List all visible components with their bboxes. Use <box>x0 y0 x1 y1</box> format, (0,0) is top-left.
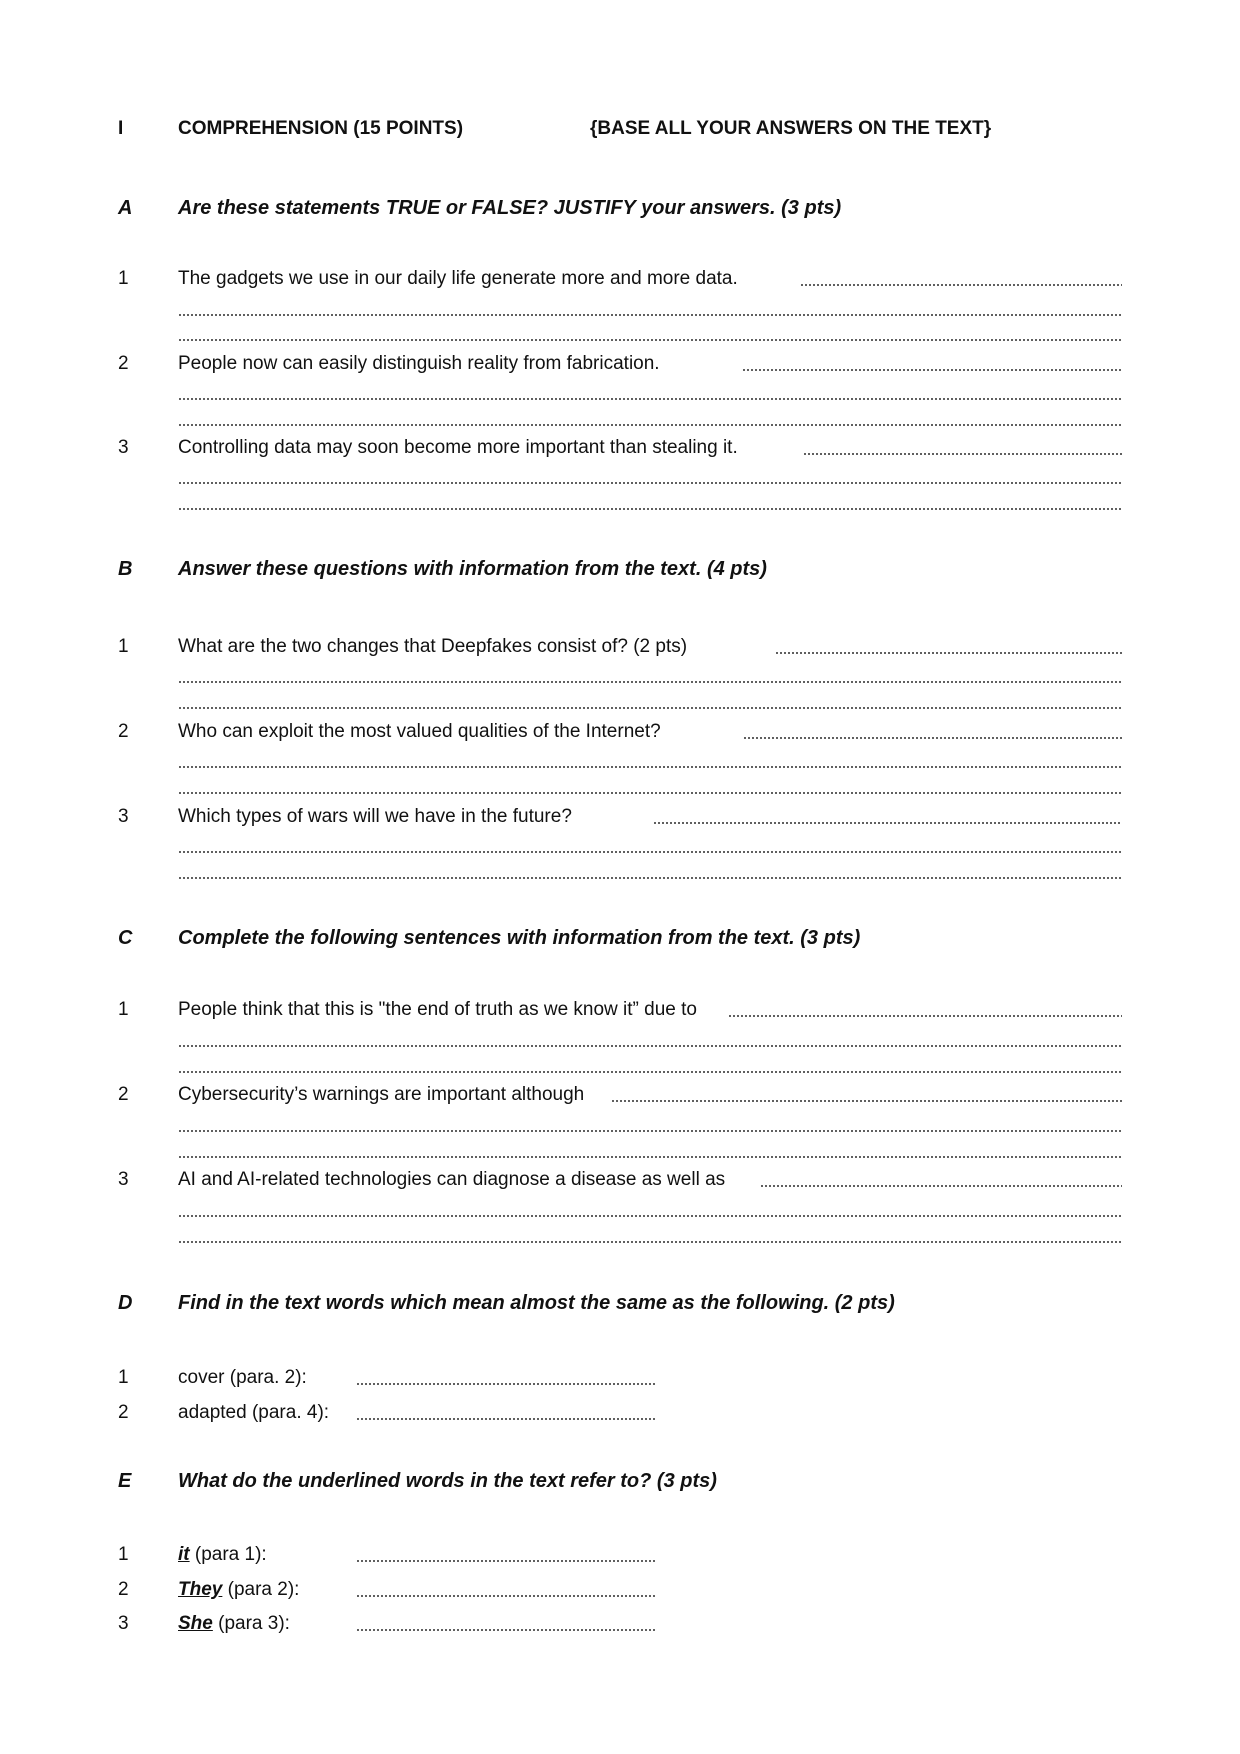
answer-line[interactable] <box>178 792 1122 794</box>
answer-line[interactable] <box>356 1595 656 1597</box>
answer-line[interactable] <box>743 737 1122 739</box>
question-number: 1 <box>118 1544 129 1565</box>
answer-line[interactable] <box>178 1130 1122 1132</box>
question-number: 2 <box>118 353 129 374</box>
underlined-word: it <box>178 1544 190 1565</box>
answer-line[interactable] <box>178 877 1122 879</box>
answer-line[interactable] <box>178 424 1122 426</box>
answer-line[interactable] <box>775 652 1122 654</box>
question-number: 3 <box>118 806 129 827</box>
answer-line[interactable] <box>356 1383 656 1385</box>
question-item <box>178 1613 290 1635</box>
answer-line[interactable] <box>178 1045 1122 1047</box>
answer-line[interactable] <box>800 284 1122 286</box>
question-text: AI and AI-related technologies can diagnose a disease as well as <box>178 1169 726 1190</box>
section-b-letter: B <box>118 558 133 580</box>
answer-line[interactable] <box>178 1071 1122 1073</box>
section-a-letter: A <box>118 197 133 219</box>
answer-line[interactable] <box>178 398 1122 400</box>
header-note: {BASE ALL YOUR ANSWERS ON THE TEXT} <box>590 118 992 139</box>
answer-line[interactable] <box>356 1418 656 1420</box>
question-text: (para 3): <box>218 1613 290 1634</box>
section-c-title: Complete the following sentences with information from the text. (3 pts) <box>178 927 861 949</box>
section-b-title: Answer these questions with information from the text. (4 pts) <box>178 558 767 580</box>
question-number: 2 <box>118 1402 129 1423</box>
answer-line[interactable] <box>760 1185 1122 1187</box>
answer-line[interactable] <box>178 681 1122 683</box>
answer-line[interactable] <box>178 1215 1122 1217</box>
question-number: 3 <box>118 437 129 458</box>
question-item <box>178 1544 267 1566</box>
answer-line[interactable] <box>611 1100 1122 1102</box>
answer-line[interactable] <box>178 851 1122 853</box>
answer-line[interactable] <box>178 1156 1122 1158</box>
question-text: What are the two changes that Deepfakes consist of? (2 pts) <box>178 636 688 657</box>
answer-line[interactable] <box>356 1560 656 1562</box>
answer-line[interactable] <box>178 339 1122 341</box>
underlined-word: They <box>178 1579 223 1600</box>
question-text: People now can easily distinguish reality from fabrication. <box>178 353 660 374</box>
question-number: 2 <box>118 721 129 742</box>
question-number: 1 <box>118 268 129 289</box>
section-roman-numeral: I <box>118 118 124 139</box>
question-number: 2 <box>118 1084 129 1105</box>
answer-line[interactable] <box>356 1629 656 1631</box>
question-item <box>178 1579 299 1601</box>
section-d-letter: D <box>118 1292 133 1314</box>
answer-line[interactable] <box>803 453 1122 455</box>
question-number: 1 <box>118 999 129 1020</box>
question-number: 1 <box>118 636 129 657</box>
question-text: The gadgets we use in our daily life generate more and more data. <box>178 268 738 289</box>
question-text: cover (para. 2): <box>178 1367 307 1388</box>
question-number: 3 <box>118 1169 129 1190</box>
answer-line[interactable] <box>742 369 1122 371</box>
answer-line[interactable] <box>178 1241 1122 1243</box>
page-title: COMPREHENSION (15 POINTS) <box>178 118 464 139</box>
question-text: (para 1): <box>194 1544 267 1565</box>
answer-line[interactable] <box>178 707 1122 709</box>
section-d-title: Find in the text words which mean almost the same as the following. (2 pts) <box>178 1292 895 1314</box>
answer-line[interactable] <box>178 482 1122 484</box>
question-text: Who can exploit the most valued qualities of the Internet? <box>178 721 661 742</box>
question-number: 1 <box>118 1367 129 1388</box>
answer-line[interactable] <box>178 766 1122 768</box>
answer-line[interactable] <box>653 822 1122 824</box>
question-text: (para 2): <box>227 1579 300 1600</box>
section-e-letter: E <box>118 1470 132 1492</box>
question-text: Cybersecurity’s warnings are important although <box>178 1084 585 1105</box>
underlined-word: She <box>178 1613 213 1634</box>
answer-line[interactable] <box>178 314 1122 316</box>
question-text: adapted (para. 4): <box>178 1402 330 1423</box>
section-c-letter: C <box>118 927 133 949</box>
question-number: 3 <box>118 1613 129 1634</box>
question-text: Which types of wars will we have in the future? <box>178 806 572 827</box>
question-text: Controlling data may soon become more important than stealing it. <box>178 437 738 458</box>
question-text: People think that this is "the end of truth as we know it” due to <box>178 999 697 1020</box>
question-number: 2 <box>118 1579 129 1600</box>
answer-line[interactable] <box>728 1015 1122 1017</box>
section-e-title: What do the underlined words in the text refer to? (3 pts) <box>178 1470 717 1492</box>
answer-line[interactable] <box>178 508 1122 510</box>
section-a-title: Are these statements TRUE or FALSE? JUSTIFY your answers. (3 pts) <box>178 197 842 219</box>
